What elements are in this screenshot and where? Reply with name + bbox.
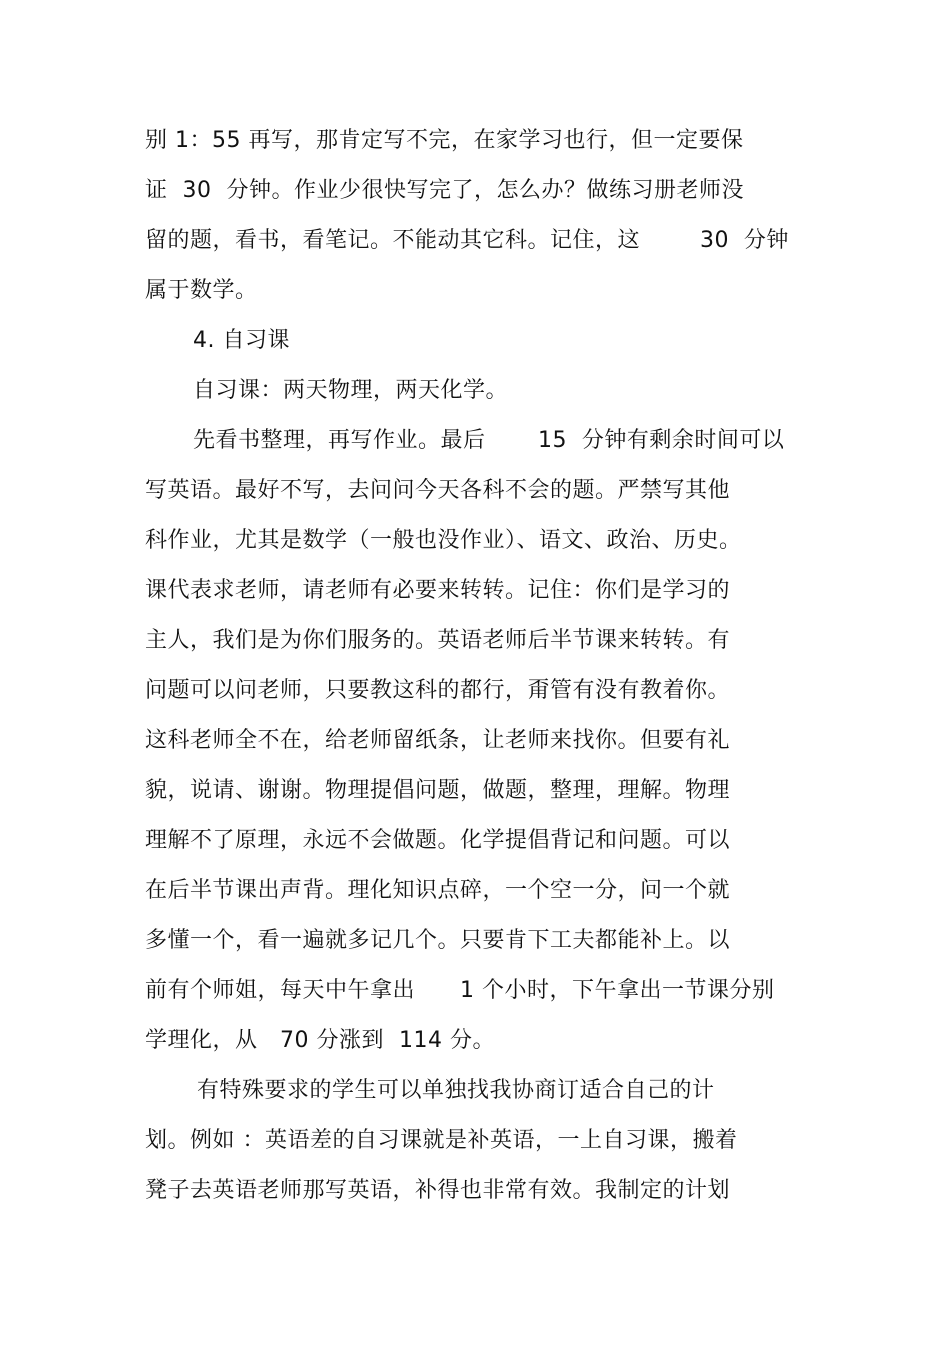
text-line: 科作业，尤其是数学（一般也没作业）、语文、政治、历史。 <box>145 528 742 553</box>
text-line: 貌，说请、谢谢。物理提倡问题，做题，整理，理解。物理 <box>145 778 731 803</box>
text-line: 学理化，从 70 分涨到 114 分。 <box>145 1028 495 1053</box>
section-heading: 4. 自习课 <box>193 328 290 353</box>
text-line: 理解不了原理，永远不会做题。化学提倡背记和问题。可以 <box>145 828 731 853</box>
text-line: 有特殊要求的学生可以单独找我协商订适合自己的计 <box>197 1078 715 1103</box>
text-line: 留的题，看书，看笔记。不能动其它科。记住，这 30 分钟 <box>145 228 789 253</box>
text-line: 自习课：两天物理，两天化学。 <box>193 378 509 403</box>
text-line: 前有个师姐，每天中午拿出 1 个小时，下午拿出一节课分别 <box>145 978 775 1003</box>
text-line: 多懂一个，看一遍就多记几个。只要肯下工夫都能补上。以 <box>145 928 731 953</box>
text-line: 属于数学。 <box>145 278 258 303</box>
text-line: 划。例如 ：英语差的自习课就是补英语，一上自习课，搬着 <box>145 1128 738 1153</box>
text-line: 证 30 分钟。作业少很快写完了，怎么办？做练习册老师没 <box>145 178 744 203</box>
text-line: 在后半节课出声背。理化知识点碎，一个空一分，问一个就 <box>145 878 731 903</box>
text-line: 问题可以问老师，只要教这科的都行，甭管有没有教着你。 <box>145 678 731 703</box>
text-line: 写英语。最好不写，去问问今天各科不会的题。严禁写其他 <box>145 478 731 503</box>
text-line: 这科老师全不在，给老师留纸条，让老师来找你。但要有礼 <box>145 728 731 753</box>
text-line: 先看书整理，再写作业。最后 15 分钟有剩余时间可以 <box>193 428 785 453</box>
text-line: 主人，我们是为你们服务的。英语老师后半节课来转转。有 <box>145 628 731 653</box>
text-line: 别 1：55 再写，那肯定写不完，在家学习也行，但一定要保 <box>145 128 744 153</box>
text-line: 课代表求老师，请老师有必要来转转。记住：你们是学习的 <box>145 578 731 603</box>
text-line: 凳子去英语老师那写英语，补得也非常有效。我制定的计划 <box>145 1178 731 1203</box>
